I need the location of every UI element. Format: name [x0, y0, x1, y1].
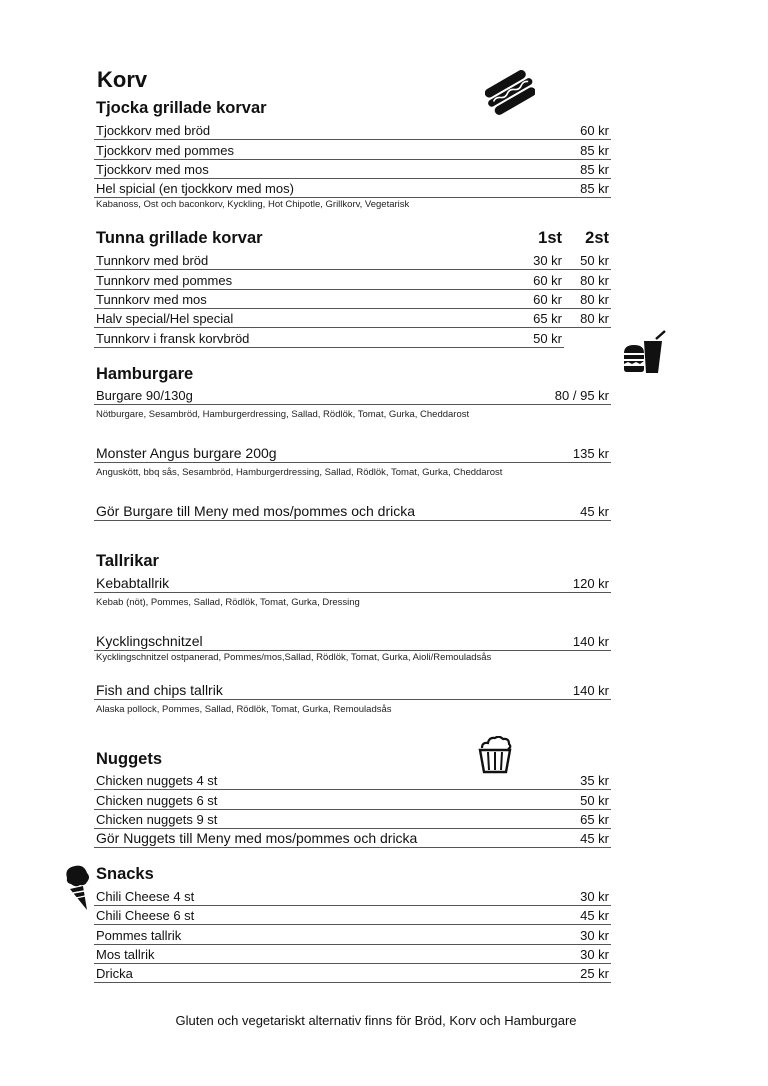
item-name: Mos tallrik [96, 947, 155, 962]
item-price-1st: 30 kr [533, 253, 562, 268]
menu-row [94, 250, 611, 270]
menu-row [94, 328, 564, 348]
section-heading-snacks: Snacks [96, 865, 154, 883]
item-note: Kabanoss, Ost och baconkorv, Kyckling, Hot Chipotle, Grillkorv, Vegetarisk [96, 199, 410, 210]
menu-row [94, 289, 611, 309]
item-price: 85 kr [580, 143, 609, 158]
item-name: Fish and chips tallrik [96, 682, 223, 698]
item-price: 45 kr [580, 831, 609, 846]
menu-row [94, 178, 611, 198]
section-heading-tjocka: Tjocka grillade korvar [96, 99, 267, 117]
item-price: 45 kr [580, 504, 609, 519]
item-name: Tunnkorv med pommes [96, 273, 233, 288]
item-price: 50 kr [580, 793, 609, 808]
footer-note: Gluten och vegetariskt alternativ finns för Bröd, Korv och Hamburgare [175, 1013, 577, 1028]
item-name: Gör Burgare till Meny med mos/pommes och dricka [96, 503, 415, 519]
menu-row [94, 905, 611, 925]
menu-row [94, 925, 611, 945]
menu-row [94, 631, 611, 651]
menu-row [94, 790, 611, 810]
item-price-2st: 80 kr [580, 273, 609, 288]
item-price: 30 kr [580, 889, 609, 904]
item-price: 140 kr [572, 634, 609, 649]
item-name: Tjockkorv med pommes [96, 143, 234, 158]
section-heading-tunna: Tunna grillade korvar [96, 229, 263, 247]
item-price-2st: 80 kr [580, 292, 609, 307]
item-price: 120 kr [572, 576, 609, 591]
ice-cream-icon [63, 864, 91, 912]
menu-row [94, 963, 611, 983]
burger-drink-icon [622, 329, 668, 375]
item-name: Tjockkorv med mos [96, 162, 209, 177]
item-price-2st: 50 kr [580, 253, 609, 268]
item-note: Alaska pollock, Pommes, Sallad, Rödlök, Tomat, Gurka, Remouladsås [96, 704, 392, 715]
item-name: Chili Cheese 6 st [96, 908, 195, 923]
item-note: Kebab (nöt), Pommes, Sallad, Rödlök, Tomat, Gurka, Dressing [96, 597, 360, 608]
menu-row [94, 573, 611, 593]
item-price: 35 kr [580, 773, 609, 788]
item-note: Anguskött, bbq sås, Sesambröd, Hamburgerdressing, Sallad, Rödlök, Tomat, Gurka, Cheddarost [96, 467, 503, 478]
item-name: Hel spicial (en tjockkorv med mos) [96, 181, 294, 196]
item-price: 60 kr [580, 123, 609, 138]
item-name: Gör Nuggets till Meny med mos/pommes och dricka [96, 830, 418, 846]
menu-row [94, 385, 611, 405]
item-price: 30 kr [580, 947, 609, 962]
popcorn-icon [477, 736, 513, 774]
item-name: Burgare 90/130g [96, 388, 193, 403]
menu-row [94, 944, 611, 964]
item-price: 135 kr [572, 446, 609, 461]
menu-title: Korv [97, 67, 148, 92]
menu-row [94, 886, 611, 906]
item-name: Chicken nuggets 9 st [96, 812, 218, 827]
item-name: Halv special/Hel special [96, 311, 234, 326]
item-price: 140 kr [572, 683, 609, 698]
item-name: Chicken nuggets 4 st [96, 773, 218, 788]
item-price: 80 / 95 kr [554, 388, 609, 403]
item-name: Chili Cheese 4 st [96, 889, 195, 904]
item-price: 85 kr [580, 162, 609, 177]
menu-row [94, 270, 611, 290]
section-heading-nuggets: Nuggets [96, 750, 162, 768]
item-price-2st: 80 kr [580, 311, 609, 326]
menu-row [94, 159, 611, 179]
menu-row [94, 443, 611, 463]
item-name: Dricka [96, 966, 133, 981]
menu-row [94, 501, 611, 521]
menu-row [94, 828, 611, 848]
menu-row [94, 120, 611, 140]
item-name: Tunnkorv i fransk korvbröd [96, 331, 250, 346]
item-name: Kycklingschnitzel [96, 633, 203, 649]
item-price: 65 kr [580, 812, 609, 827]
item-name: Kebabtallrik [96, 575, 170, 591]
item-price-1st: 50 kr [533, 331, 562, 346]
item-price-1st: 65 kr [533, 311, 562, 326]
menu-row [94, 809, 611, 829]
column-header-1st: 1st [538, 229, 562, 247]
item-price: 30 kr [580, 928, 609, 943]
menu-row [94, 140, 611, 160]
item-name: Tunnkorv med mos [96, 292, 207, 307]
menu-row [94, 308, 611, 328]
menu-row [94, 770, 611, 790]
item-name: Tjockkorv med bröd [96, 123, 211, 138]
item-price-1st: 60 kr [533, 292, 562, 307]
section-heading-tallrikar: Tallrikar [96, 552, 159, 570]
item-name: Tunnkorv med bröd [96, 253, 209, 268]
item-note: Kycklingschnitzel ostpanerad, Pommes/mos,Sallad, Rödlök, Tomat, Gurka, Aioli/Remouladsås [96, 652, 492, 663]
item-price: 25 kr [580, 966, 609, 981]
item-price: 85 kr [580, 181, 609, 196]
item-name: Chicken nuggets 6 st [96, 793, 218, 808]
item-price: 45 kr [580, 908, 609, 923]
menu-row [94, 680, 611, 700]
hotdog-icon [485, 70, 535, 115]
section-heading-hamburgare: Hamburgare [96, 365, 194, 383]
column-header-2st: 2st [585, 229, 609, 247]
item-name: Monster Angus burgare 200g [96, 445, 277, 461]
item-note: Nötburgare, Sesambröd, Hamburgerdressing, Sallad, Rödlök, Tomat, Gurka, Cheddarost [96, 409, 470, 420]
item-name: Pommes tallrik [96, 928, 182, 943]
item-price-1st: 60 kr [533, 273, 562, 288]
